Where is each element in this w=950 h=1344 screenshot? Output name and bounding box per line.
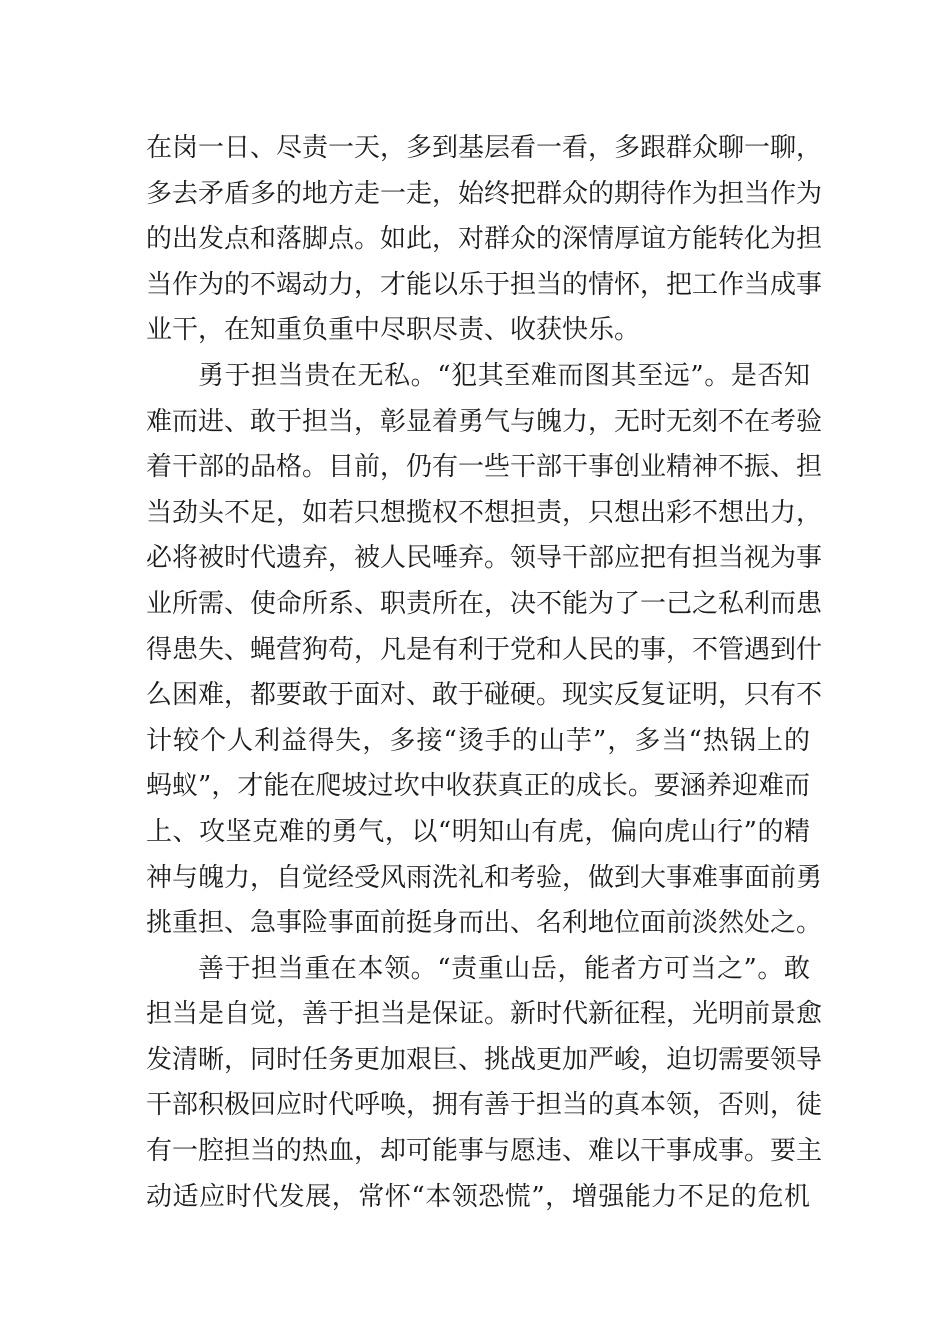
text-line: 难而进、敢于担当，彰显着勇气与魄力，无时无刻不在考验 [146, 406, 823, 437]
text-line: 业所需、使命所系、职责所在，决不能为了一己之私利而患 [146, 588, 823, 619]
text-line: 当劲头不足，如若只想揽权不想担责，只想出彩不想出力， [146, 497, 823, 528]
text-line: 神与魄力，自觉经受风雨洗礼和考验，做到大事难事面前勇 [146, 862, 823, 893]
text-line: 干部积极回应时代呼唤，拥有善于担当的真本领，否则，徒 [146, 1090, 823, 1121]
text-line: 着干部的品格。目前，仍有一些干部干事创业精神不振、担 [146, 452, 823, 483]
text-line: 发清晰，同时任务更加艰巨、挑战更加严峻，迫切需要领导 [146, 1044, 823, 1075]
text-line: 业干，在知重负重中尽职尽责、收获快乐。 [146, 315, 641, 346]
text-line: 在岗一日、尽责一天，多到基层看一看，多跟群众聊一聊， [146, 133, 823, 163]
text-line: 么困难，都要敢于面对、敢于碰硬。现实反复证明，只有不 [146, 680, 823, 711]
text-line: 上、攻坚克难的勇气，以“明知山有虎，偏向虎山行”的精 [146, 816, 810, 847]
paragraph-start-line: 勇于担当贵在无私。“犯其至难而图其至远”。是否知 [198, 360, 810, 391]
text-line: 计较个人利益得失，多接“烫手的山芋”，多当“热锅上的 [146, 725, 810, 756]
text-line: 必将被时代遗弃，被人民唾弃。领导干部应把有担当视为事 [146, 543, 823, 574]
text-line: 多去矛盾多的地方走一走，始终把群众的期待作为担当作为 [146, 178, 823, 209]
text-line: 得患失、蝇营狗苟，凡是有利于党和人民的事，不管遇到什 [146, 634, 823, 665]
text-line: 当作为的不竭动力，才能以乐于担当的情怀，把工作当成事 [146, 269, 823, 300]
text-line: 担当是自觉，善于担当是保证。新时代新征程，光明前景愈 [146, 999, 823, 1030]
text-line: 挑重担、急事险事面前挺身而出、名利地位面前淡然处之。 [146, 908, 823, 939]
text-line: 的出发点和落脚点。如此，对群众的深情厚谊方能转化为担 [146, 224, 823, 255]
text-line: 动适应时代发展，常怀“本领恐慌”，增强能力不足的危机 [146, 1181, 810, 1212]
text-line: 蚂蚁”，才能在爬坡过坎中收获真正的成长。要涵养迎难而 [146, 771, 810, 802]
paragraph-start-line: 善于担当重在本领。“责重山岳，能者方可当之”。敢 [198, 953, 810, 984]
text-line: 有一腔担当的热血，却可能事与愿违、难以干事成事。要主 [146, 1136, 823, 1167]
body-text [146, 126, 823, 1220]
